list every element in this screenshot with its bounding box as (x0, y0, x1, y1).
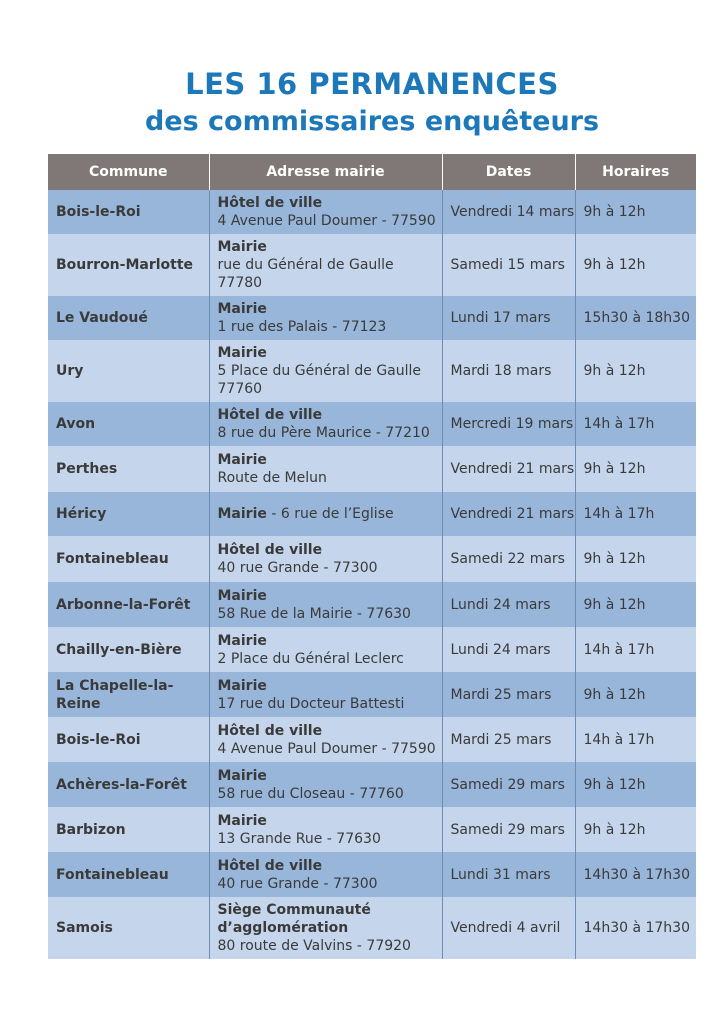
date-cell: Lundi 31 mars (442, 852, 575, 897)
address-name: Mairie (217, 587, 267, 604)
address-cell (209, 402, 442, 446)
address-line: 8 rue du Père Maurice - 77210 (217, 425, 430, 441)
address-cell (209, 340, 442, 402)
page-subtitle: des commissaires enquêteurs (144, 106, 600, 137)
address-cell (209, 446, 442, 492)
address-line: 80 route de Valvins - 77920 (217, 938, 411, 954)
hours-cell: 9h à 12h (575, 340, 696, 402)
address-line: 13 Grande Rue - 77630 (217, 830, 381, 847)
table-row (48, 717, 696, 762)
table-row (48, 340, 696, 402)
commune-cell: Barbizon (48, 807, 209, 852)
commune-cell: Ury (48, 340, 209, 402)
table-body (48, 190, 696, 959)
address-line: 4 Avenue Paul Doumer - 77590 (217, 213, 436, 229)
table-row (48, 762, 696, 807)
hours-cell: 14h30 à 17h30 (575, 852, 696, 897)
date-cell: Vendredi 4 avril (442, 897, 575, 959)
hours-cell: 14h à 17h (575, 492, 696, 536)
commune-cell: Fontainebleau (48, 852, 209, 897)
address-line: 58 rue du Closeau - 77760 (217, 785, 404, 802)
commune-cell: Avon (48, 402, 209, 446)
title-block (0, 64, 724, 140)
address-cell (209, 672, 442, 717)
hours-cell: 9h à 12h (575, 807, 696, 852)
date-cell: Samedi 29 mars (442, 807, 575, 852)
address-line: 2 Place du Général Leclerc (217, 650, 404, 667)
address-name: Hôtel de ville (217, 407, 323, 423)
permanences-table (48, 154, 696, 959)
header-horaires: Horaires (575, 154, 696, 190)
address-cell (209, 296, 442, 340)
address-line: 58 Rue de la Mairie - 77630 (217, 605, 411, 622)
address-name: Hôtel de ville (217, 542, 323, 558)
table-row (48, 807, 696, 852)
hours-cell: 14h à 17h (575, 402, 696, 446)
address-line: - 6 rue de l’Eglise (266, 506, 394, 522)
table-row (48, 536, 696, 582)
commune-cell: Perthes (48, 446, 209, 492)
address-name: Mairie (217, 452, 267, 468)
commune-cell: Arbonne-la-Forêt (48, 582, 209, 627)
commune-cell: Bois-le-Roi (48, 190, 209, 234)
hours-cell: 14h30 à 17h30 (575, 897, 696, 959)
hours-cell: 9h à 12h (575, 234, 696, 296)
table-row (48, 446, 696, 492)
header-dates: Dates (442, 154, 575, 190)
address-name: Mairie (217, 632, 267, 649)
address-line: Route de Melun (217, 470, 327, 486)
commune-cell: Bourron-Marlotte (48, 234, 209, 296)
commune-cell: La Chapelle-la-Reine (48, 672, 209, 717)
address-line: 77760 (217, 381, 263, 397)
commune-cell: Chailly-en-Bière (48, 627, 209, 672)
date-cell: Mardi 18 mars (442, 340, 575, 402)
date-cell: Samedi 15 mars (442, 234, 575, 296)
table-row (48, 296, 696, 340)
table-row (48, 897, 696, 959)
address-name: Mairie (217, 506, 267, 522)
date-cell: Vendredi 21 mars (442, 446, 575, 492)
address-line: 40 rue Grande - 77300 (217, 560, 378, 576)
hours-cell: 14h à 17h (575, 717, 696, 762)
address-cell (209, 582, 442, 627)
header-adresse: Adresse mairie (209, 154, 442, 190)
address-name: Mairie (217, 301, 267, 317)
table-row (48, 852, 696, 897)
date-cell: Lundi 24 mars (442, 627, 575, 672)
address-cell (209, 492, 442, 536)
date-cell: Vendredi 14 mars (442, 190, 575, 234)
address-line: 5 Place du Général de Gaulle (217, 363, 422, 379)
address-line: 1 rue des Palais - 77123 (217, 319, 387, 335)
date-cell: Mardi 25 mars (442, 672, 575, 717)
table-row (48, 672, 696, 717)
table-row (48, 402, 696, 446)
address-cell (209, 627, 442, 672)
address-cell (209, 190, 442, 234)
hours-cell: 9h à 12h (575, 536, 696, 582)
hours-cell: 9h à 12h (575, 672, 696, 717)
date-cell: Samedi 29 mars (442, 762, 575, 807)
address-cell (209, 852, 442, 897)
address-name: Hôtel de ville (217, 857, 323, 874)
address-name-2: d’agglomération (217, 920, 349, 936)
hours-cell: 9h à 12h (575, 190, 696, 234)
address-line: rue du Général de Gaulle (217, 257, 394, 273)
address-cell (209, 717, 442, 762)
commune-cell: Héricy (48, 492, 209, 536)
date-cell: Vendredi 21 mars (442, 492, 575, 536)
date-cell: Lundi 17 mars (442, 296, 575, 340)
page-title: LES 16 PERMANENCES (185, 67, 559, 101)
address-name: Mairie (217, 812, 267, 829)
address-name: Hôtel de ville (217, 722, 323, 739)
hours-cell: 15h30 à 18h30 (575, 296, 696, 340)
table-row (48, 627, 696, 672)
address-name: Mairie (217, 345, 267, 361)
commune-cell: Bois-le-Roi (48, 717, 209, 762)
table-row (48, 234, 696, 296)
address-name: Mairie (217, 677, 267, 694)
address-cell (209, 234, 442, 296)
table-row (48, 582, 696, 627)
address-name: Siège Communauté (217, 902, 371, 918)
date-cell: Mardi 25 mars (442, 717, 575, 762)
date-cell: Mercredi 19 mars (442, 402, 575, 446)
address-line: 17 rue du Docteur Battesti (217, 695, 405, 712)
table-row (48, 492, 696, 536)
address-line: 40 rue Grande - 77300 (217, 875, 378, 892)
address-line: 77780 (217, 275, 263, 291)
address-name: Mairie (217, 239, 267, 255)
address-cell (209, 536, 442, 582)
commune-cell: Le Vaudoué (48, 296, 209, 340)
table-header-row (48, 154, 696, 190)
address-cell (209, 807, 442, 852)
hours-cell: 9h à 12h (575, 762, 696, 807)
commune-cell: Samois (48, 897, 209, 959)
hours-cell: 9h à 12h (575, 582, 696, 627)
address-cell (209, 762, 442, 807)
commune-cell: Fontainebleau (48, 536, 209, 582)
date-cell: Lundi 24 mars (442, 582, 575, 627)
address-line: 4 Avenue Paul Doumer - 77590 (217, 740, 436, 757)
address-cell (209, 897, 442, 959)
address-name: Mairie (217, 767, 267, 784)
commune-cell: Achères-la-Forêt (48, 762, 209, 807)
table-row (48, 190, 696, 234)
hours-cell: 14h à 17h (575, 627, 696, 672)
address-name: Hôtel de ville (217, 195, 323, 211)
hours-cell: 9h à 12h (575, 446, 696, 492)
date-cell: Samedi 22 mars (442, 536, 575, 582)
header-commune: Commune (48, 154, 209, 190)
